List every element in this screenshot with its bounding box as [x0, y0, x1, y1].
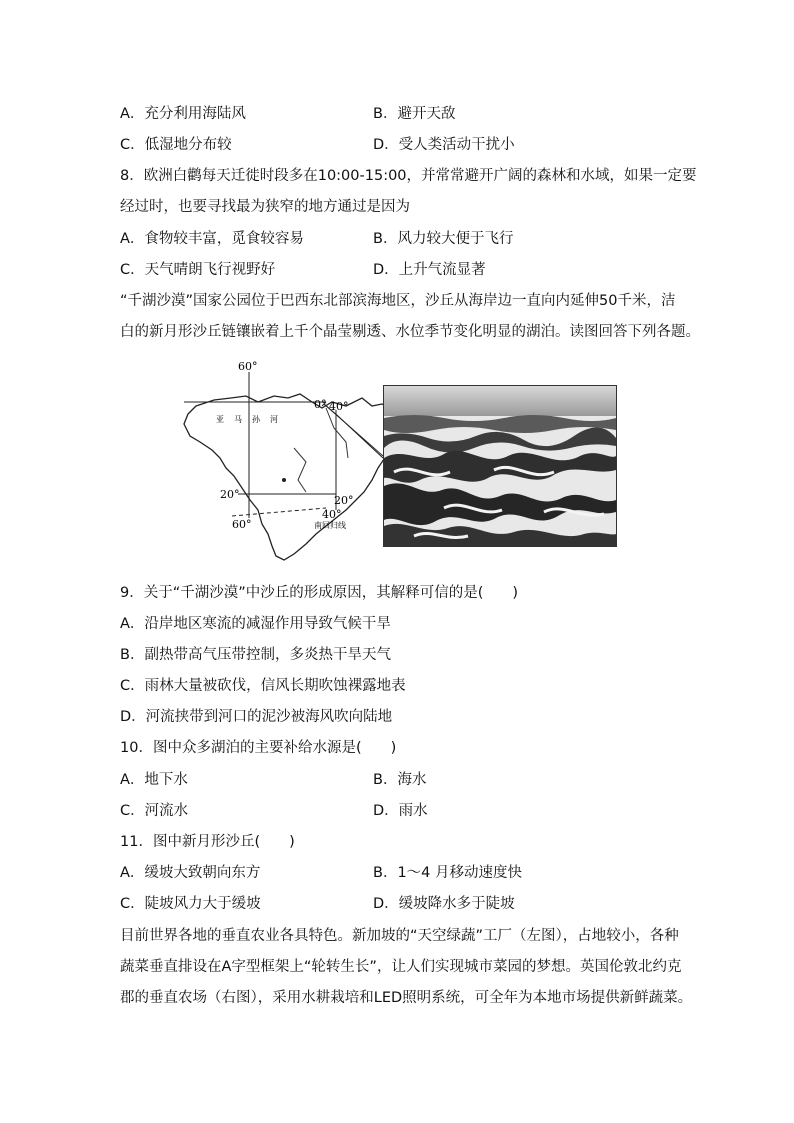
q11-option-c: C．陡坡风力大于缓坡: [120, 896, 261, 912]
q7-option-a: A．充分利用海陆风: [120, 106, 246, 122]
q8-option-d: D．上升气流显著: [373, 262, 486, 278]
lon40-top-label: 40°: [329, 400, 349, 413]
lon60-bottom-label: 60°: [232, 518, 252, 531]
q7-option-c: C．低湿地分布较: [120, 137, 232, 153]
river-char-1: 亚: [216, 415, 224, 424]
lat20-left-label: 20°: [220, 488, 240, 501]
lon40-bottom-label: 40°: [322, 508, 342, 521]
q10-option-d: D．雨水: [373, 803, 428, 819]
q10-option-c: C．河流水: [120, 803, 189, 819]
q11-option-d: D．缓坡降水多于陡坡: [373, 896, 515, 912]
q9-option-d: D．河流挟带到河口的泥沙被海风吹向陆地: [120, 709, 393, 725]
lon60-top-label: 60°: [238, 360, 258, 373]
q11-option-a: A．缓坡大致朝向东方: [120, 865, 261, 881]
river-char-3: 孙: [252, 415, 260, 424]
q8-option-b: B．风力较大便于飞行: [373, 231, 514, 247]
q10-option-a: A．地下水: [120, 772, 188, 788]
q8-stem-line1: 8．欧洲白鹳每天迁徙时段多在10:00-15:00，并常常避开广阔的森林和水域，如果一定要: [120, 168, 697, 184]
intro2-line3: 郡的垂直农场（右图），采用水耕栽培和LED照明系统，可全年为本地市场提供新鲜蔬菜。: [120, 990, 693, 1006]
tropic-label: 南回归线: [314, 521, 346, 530]
q8-option-c: C．天气晴朗飞行视野好: [120, 262, 276, 278]
q11-stem: 11．图中新月形沙丘( ): [120, 834, 295, 850]
q10-stem: 10．图中众多湖泊的主要补给水源是( ): [120, 740, 397, 756]
q7-option-b: B．避开天敌: [373, 106, 456, 122]
q7-option-d: D．受人类活动干扰小: [373, 137, 515, 153]
q11-option-b: B．1～4 月移动速度快: [373, 865, 523, 881]
intro1-line2: 白的新月形沙丘链镶嵌着上千个晶莹剔透、水位季节变化明显的湖泊。读图回答下列各题。: [120, 324, 700, 340]
q9-stem: 9．关于“千湖沙漠”中沙丘的形成原因，其解释可信的是( ): [120, 585, 519, 601]
q9-option-c: C．雨林大量被砍伐，信风长期吹蚀裸露地表: [120, 678, 406, 694]
intro1-line1: “千湖沙漠”国家公园位于巴西东北部滨海地区，沙丘从海岸边一直向内延伸50千米，洁: [120, 293, 676, 309]
river-char-2: 马: [234, 415, 242, 424]
lat20-right-label: 20°: [334, 494, 354, 507]
q8-stem-line2: 经过时，也要寻找最为狭窄的地方通过是因为: [120, 199, 410, 215]
q10-option-b: B．海水: [373, 772, 427, 788]
q9-option-b: B．副热带高气压带控制，多炎热干旱天气: [120, 647, 391, 663]
intro2-line1: 目前世界各地的垂直农业各具特色。新加坡的“天空绿蔬”工厂（左图），占地较小，各种: [120, 928, 679, 944]
dunes-photo: [383, 385, 617, 547]
river-char-4: 河: [270, 415, 278, 424]
q9-option-a: A．沿岸地区寒流的减湿作用导致气候干旱: [120, 616, 391, 632]
intro2-line2: 蔬菜垂直排设在A字型框架上“轮转生长”，让人们实现城市菜园的梦想。英国伦敦北约克: [120, 959, 682, 975]
q8-option-a: A．食物较丰富，觅食较容易: [120, 231, 304, 247]
lat0-label: 0°: [314, 398, 327, 411]
